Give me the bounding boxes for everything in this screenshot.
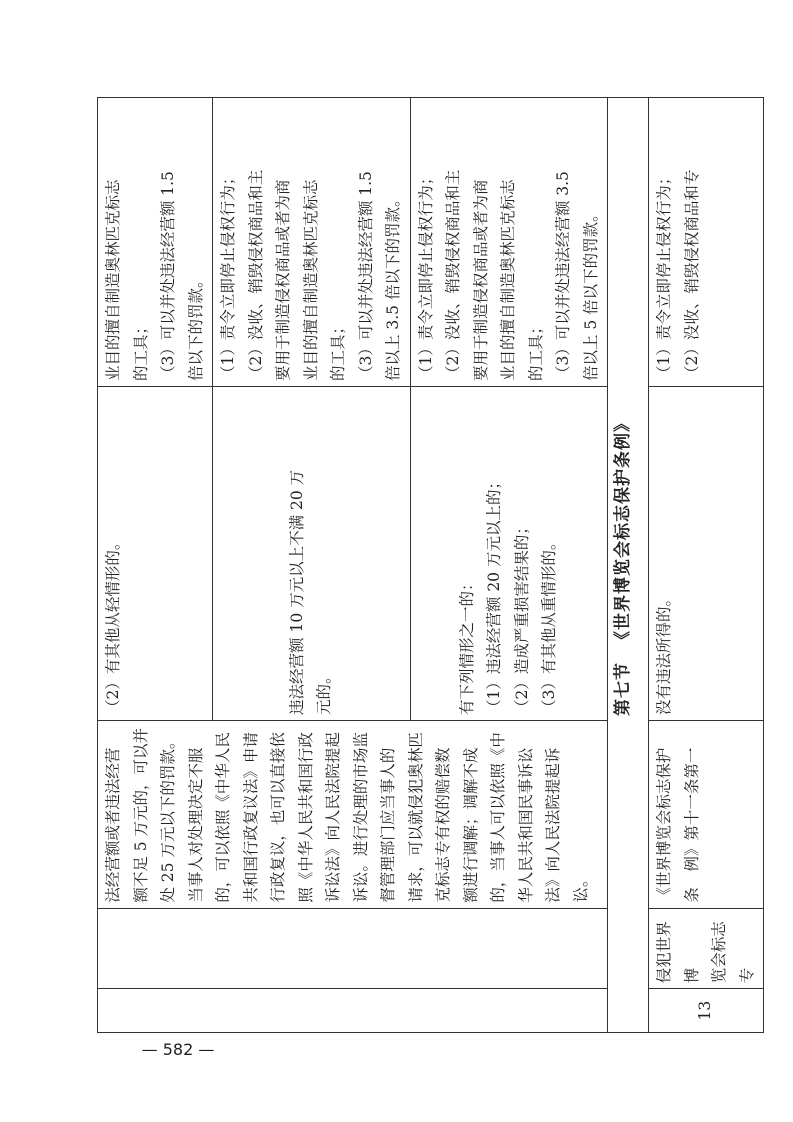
row13-basis-cell [649, 720, 764, 908]
text-line: 元的。 [315, 668, 334, 715]
text-line: 的，可以依照《中华人民 [214, 732, 232, 903]
text-line: 的，当事人可以依照《中 [489, 732, 507, 903]
text-line: 业目的擅自制造奥林匹克标志 [499, 179, 517, 382]
text-line: （1）违法经营额 20 万元以上的； [485, 474, 504, 715]
text-line: 的工具； [526, 319, 545, 382]
text-line: （3）有其他从重情形的。 [540, 534, 559, 715]
section-header-row [608, 98, 649, 1033]
text-line: （2）没收、销毁侵权商品和主 [246, 169, 265, 382]
text-line: 览会标志专 [710, 921, 756, 984]
row13-number: 13 [649, 989, 764, 1033]
section-label: 第七节 [613, 662, 633, 716]
row13-violation-cell [649, 908, 764, 989]
text-line: 讼。 [571, 871, 590, 903]
text-line: （2）有其他从轻情形的。 [104, 534, 122, 715]
section-header [608, 98, 649, 1033]
text-line: 《世界博览会标志保护 [655, 747, 673, 903]
text-line: 华人民共和国民事诉讼 [516, 747, 535, 903]
text-line: 法》向人民法院提起诉 [544, 747, 562, 903]
text-line: 的工具； [329, 319, 347, 382]
text-line: 法经营额或者违法经营 [104, 747, 122, 903]
text-line: 额不足 5 万元的，可以并 [131, 727, 150, 903]
row12-sub2-penalty-cell [213, 98, 411, 387]
text-line: （2）没收、销毁侵权商品和专 [682, 169, 701, 382]
text-line: 条 例》第十一条第一 [682, 747, 701, 903]
text-line: （2）没收、销毁侵权商品和主 [444, 169, 462, 382]
text-line: 侵犯世界博 [655, 921, 701, 984]
row12-sub1-condition-cell [98, 387, 213, 721]
text-line: 倍以上 5 倍以下的罚款。 [581, 206, 600, 382]
row12-number-cell [98, 989, 608, 1033]
table-row [98, 98, 213, 1033]
text-line: 要用于制造侵权商品或者为商 [274, 179, 292, 382]
row12-sub1-penalty-cell [98, 98, 213, 387]
text-line: 的工具； [131, 319, 150, 382]
section-title: 《世界博览会标志保护条例》 [613, 414, 633, 648]
text-line: 违法经营额 10 万元以上不满 20 万 [287, 469, 306, 715]
text-line: 额进行调解；调解不成 [461, 747, 480, 903]
row12-violation-cell [98, 908, 608, 989]
text-line: （2）造成严重损害结果的； [512, 519, 531, 715]
page-number: — 582 — [141, 1040, 215, 1059]
text-line: 督管理部门应当事人的 [379, 747, 397, 903]
text-line: 共和国行政复议法》申请 [241, 732, 260, 903]
text-line: 要用于制造侵权商品或者为商 [471, 179, 490, 382]
row12-sub2-condition-cell [213, 387, 411, 721]
rotated-page [97, 97, 756, 1033]
text-line: 倍以上 3.5 倍以下的罚款。 [384, 191, 402, 382]
row12-sub3-penalty-cell [410, 98, 608, 387]
row13-condition-cell [649, 387, 764, 721]
row12-sub3-condition-cell [410, 387, 608, 721]
text-line: 业目的擅自制造奥林匹克标志 [301, 179, 320, 382]
text-line: （3）可以并处违法经营额 3.5 [554, 171, 572, 382]
text-line: 业目的擅自制造奥林匹克标志 [104, 179, 122, 382]
text-line: （3）可以并处违法经营额 1.5 [159, 171, 177, 382]
text-line: （1）责令立即停止侵权行为； [416, 169, 435, 382]
text-line: 照《中华人民共和国行政 [296, 732, 315, 903]
text-line: 处 25 万元以下的罚款。 [159, 733, 177, 903]
text-line: 请求，可以就侵犯奥林匹 [406, 732, 425, 903]
text-line: 有下列情形之一的： [457, 575, 476, 715]
penalty-standard-table [97, 97, 764, 1033]
text-line: 诉讼法》向人民法院提起 [324, 732, 342, 903]
text-line: （3）可以并处违法经营额 1.5 [356, 171, 375, 382]
text-line: 行政复议，也可以直接依 [269, 732, 287, 903]
row12-basis-cell [98, 720, 608, 908]
text-line: 倍以下的罚款。 [186, 272, 205, 382]
text-line: （1）责令立即停止侵权行为； [219, 169, 237, 382]
text-line: 没有违法所得的。 [655, 590, 673, 715]
row13-penalty-cell [649, 98, 764, 387]
text-line: 诉讼。进行处理的市场监 [351, 732, 370, 903]
text-line: 当事人对处理决定不服 [186, 747, 205, 903]
text-line: 克标志专有权的赔偿数 [434, 747, 452, 903]
text-line: （1）责令立即停止侵权行为； [655, 169, 673, 382]
table-row [649, 98, 764, 1033]
